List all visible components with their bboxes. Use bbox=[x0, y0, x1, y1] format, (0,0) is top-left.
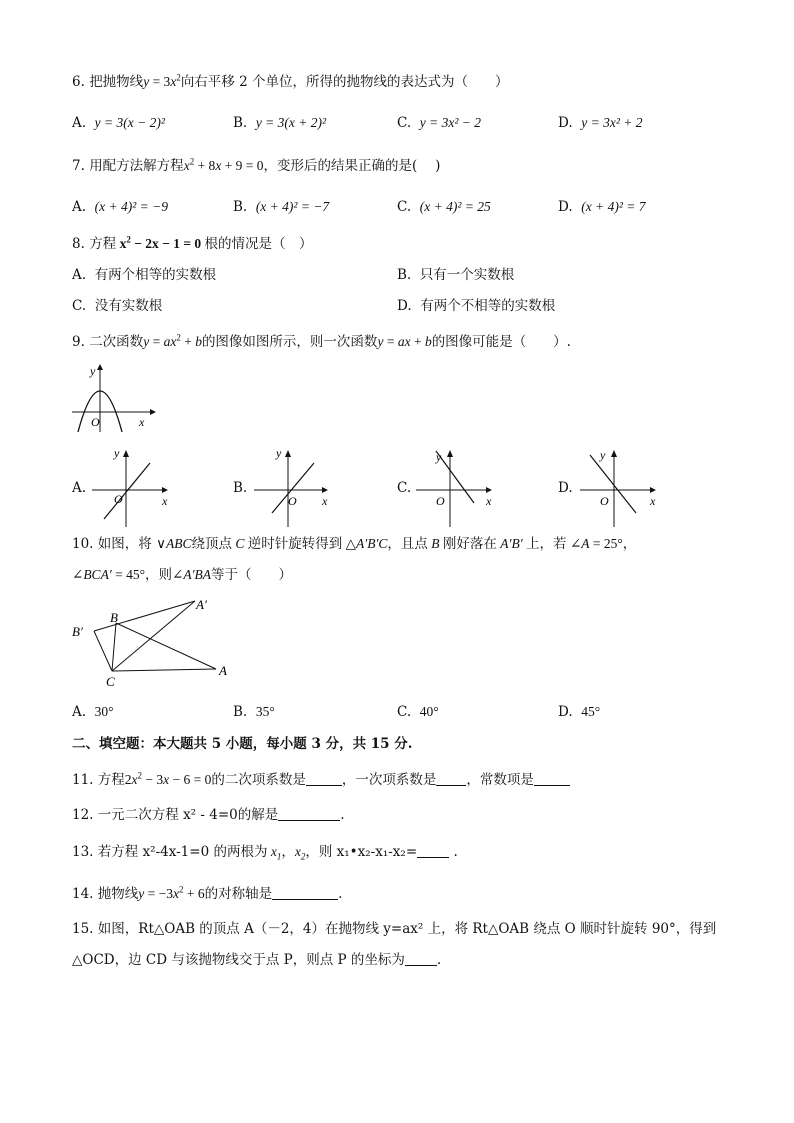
svg-text:y: y bbox=[600, 448, 606, 462]
q9-option-d-label[interactable]: D. bbox=[558, 480, 573, 496]
question-15-line1: 15. 如图，Rt△OAB 的顶点 A（－2，4）在抛物线 y=ax² 上，将 Rt△OAB 绕点 O 顺时针旋转 90°，得到 bbox=[72, 921, 717, 937]
q14-blank[interactable] bbox=[272, 885, 338, 900]
q9-option-b-label[interactable]: B. bbox=[233, 480, 248, 496]
question-8-stem: 8. 方程 $x^2 - 2x - 1 = 0$ 根的情况是（ ） bbox=[72, 234, 313, 252]
q11-blank-2[interactable] bbox=[436, 771, 466, 786]
q10-label-a: A bbox=[219, 663, 227, 678]
q7-option-b[interactable]: B. (x + 4)² = −7 bbox=[233, 199, 330, 215]
q9-option-b-graph[interactable] bbox=[254, 447, 334, 527]
q7-option-c[interactable]: C. (x + 4)² = 25 bbox=[397, 199, 491, 215]
q9-origin: O bbox=[91, 415, 100, 429]
q7-equation: $x^2 + 8x + 9 = 0$ bbox=[183, 156, 264, 173]
q15-blank[interactable] bbox=[405, 951, 437, 966]
svg-text:y: y bbox=[114, 446, 120, 460]
question-7-stem: 7. 用配方法解方程$x^2 + 8x + 9 = 0$，变形后的结果正确的是( ) bbox=[72, 156, 441, 174]
q9-axis-y: y bbox=[90, 364, 96, 378]
svg-text:y: y bbox=[436, 450, 442, 464]
q11-blank-3[interactable] bbox=[534, 771, 570, 786]
svg-text:x: x bbox=[162, 494, 168, 508]
q9-option-c-label[interactable]: C. bbox=[397, 480, 412, 496]
question-15-line2: △OCD，边 CD 与该抛物线交于点 P，则点 P 的坐标为 . bbox=[72, 952, 442, 968]
q8-option-a[interactable]: A. 有两个相等的实数根 bbox=[72, 267, 217, 283]
q8-equation: $x^2 - 2x - 1 = 0$ bbox=[116, 234, 205, 251]
svg-text:O: O bbox=[436, 494, 445, 508]
q7-option-d[interactable]: D. (x + 4)² = 7 bbox=[558, 199, 646, 215]
question-9-stem: 9. 二次函数$y = ax^2 + b$的图像如图所示，则一次函数y = ax + b的图像可能是（ ）. bbox=[72, 332, 571, 350]
q13-blank[interactable] bbox=[417, 843, 449, 858]
svg-text:x: x bbox=[486, 494, 492, 508]
q8-option-c[interactable]: C. 没有实数根 bbox=[72, 298, 163, 314]
q10-triangle-figure bbox=[70, 593, 240, 688]
svg-text:x: x bbox=[322, 494, 328, 508]
q9-option-c-graph[interactable] bbox=[416, 447, 496, 527]
q9-parabola-figure bbox=[70, 362, 155, 434]
question-10-stem-line2: ∠BCA′ = 45°，则∠A′BA等于（ ） bbox=[72, 567, 293, 583]
q10-option-c[interactable]: C. 40° bbox=[397, 704, 439, 720]
q6-expression: $y = 3x^2$ bbox=[143, 72, 181, 89]
q10-option-d[interactable]: D. 45° bbox=[558, 704, 601, 720]
q12-blank[interactable] bbox=[278, 806, 340, 821]
svg-text:O: O bbox=[600, 494, 609, 508]
question-11: 11. 方程$2x^2 - 3x - 6 = 0$的二次项系数是 ，一次项系数是 ，常数项是 bbox=[72, 771, 570, 789]
q10-label-b: B bbox=[110, 610, 118, 625]
svg-text:y: y bbox=[276, 446, 282, 460]
q8-option-b[interactable]: B. 只有一个实数根 bbox=[397, 267, 515, 283]
q6-option-b[interactable]: B. y = 3(x + 2)² bbox=[233, 115, 327, 131]
question-12: 12. 一元二次方程 x² - 4=0的解是 . bbox=[72, 807, 345, 823]
q10-label-b-prime: B′ bbox=[72, 624, 83, 639]
question-13: 13. 若方程 x²-4x-1=0 的两根为 $x_1$，$x_2$，则 x₁•x₂-x₁-x₂= . bbox=[72, 844, 458, 862]
q9-option-d-graph[interactable] bbox=[580, 447, 660, 527]
svg-text:x: x bbox=[650, 494, 656, 508]
q9-option-a-label[interactable]: A. bbox=[72, 480, 87, 496]
q11-blank-1[interactable] bbox=[306, 771, 342, 786]
q6-option-c[interactable]: C. y = 3x² − 2 bbox=[397, 115, 481, 131]
svg-text:O: O bbox=[114, 492, 123, 506]
q10-label-a-prime: A′ bbox=[196, 597, 207, 612]
q8-option-d[interactable]: D. 有两个不相等的实数根 bbox=[397, 298, 556, 314]
q10-label-c: C bbox=[106, 674, 115, 689]
question-6-stem: 6. 把抛物线$y = 3x^2$向右平移 2 个单位，所得的抛物线的表达式为（ ） bbox=[72, 72, 509, 90]
q6-option-d[interactable]: D. y = 3x² + 2 bbox=[558, 115, 643, 131]
q10-option-a[interactable]: A. 30° bbox=[72, 704, 114, 720]
q7-option-a[interactable]: A. (x + 4)² = −9 bbox=[72, 199, 169, 215]
q9-option-a-graph[interactable] bbox=[92, 447, 172, 527]
section-fill-in-heading: 二、填空题：本大题共 5 小题，每小题 3 分，共 15 分. bbox=[72, 736, 413, 752]
question-10-stem-line1: 10. 如图，将 ∨ABC绕顶点 C 逆时针旋转得到 △A′B′C，且点 B 刚好落在 A′B′ 上，若 ∠A = 25°， bbox=[72, 536, 637, 552]
svg-text:O: O bbox=[288, 494, 297, 508]
q6-option-a[interactable]: A. y = 3(x − 2)² bbox=[72, 115, 165, 131]
q9-axis-x: x bbox=[139, 415, 145, 429]
question-14: 14. 抛物线$y = -3x^2 + 6$的对称轴是 . bbox=[72, 884, 343, 902]
q10-option-b[interactable]: B. 35° bbox=[233, 704, 275, 720]
